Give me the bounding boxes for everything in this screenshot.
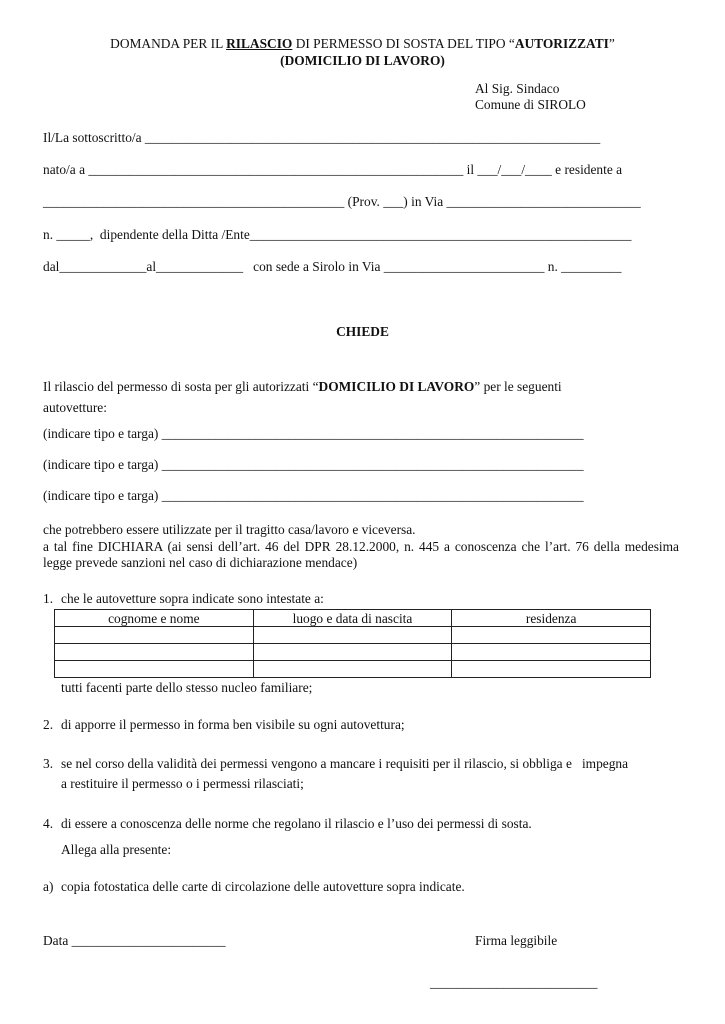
title-middle: DI PERMESSO DI SOSTA DEL TIPO “ [292, 36, 515, 51]
item-1-text: che le autovetture sopra indicate sono intestate a: [61, 591, 324, 606]
table-row [55, 644, 651, 661]
title-bold-word: AUTORIZZATI [514, 36, 609, 51]
table-header-cell: cognome e nome [55, 610, 254, 627]
applicant-residence-field[interactable]: _____________________________________________ (Prov. ___) in Via _____________________________ [43, 194, 641, 209]
title-suffix: ” [608, 36, 615, 51]
table-header-cell: residenza [452, 610, 651, 627]
request-intro-bold: DOMICILIO DI LAVORO [318, 379, 475, 394]
title-prefix: DOMANDA PER IL [110, 36, 227, 51]
table-header-row [55, 610, 651, 627]
item-3-text-line-1: se nel corso della validità dei permessi vengono a mancare i requisiti per il rilascio, si obbliga e impegna [61, 756, 629, 771]
item-2-text: di apporre il permesso in forma ben visibile su ogni autovettura; [61, 717, 405, 732]
table-cell[interactable] [452, 627, 651, 644]
request-intro-prefix: Il rilascio del permesso di sosta per gli autorizzati “ [43, 379, 319, 394]
document-subtitle: (DOMICILIO DI LAVORO) [280, 53, 445, 68]
request-heading: CHIEDE [336, 324, 389, 339]
table-cell[interactable] [55, 627, 254, 644]
applicant-period-field[interactable]: dal_____________al_____________ con sede a Sirolo in Via ________________________ n. _________ [43, 259, 622, 274]
date-field[interactable]: Data _______________________ [43, 933, 226, 948]
table-cell[interactable] [452, 661, 651, 678]
owners-table [54, 609, 651, 678]
table-cell[interactable] [253, 644, 452, 661]
item-3-number: 3. [43, 756, 54, 771]
table-header-cell: luogo e data di nascita [253, 610, 452, 627]
table-cell[interactable] [253, 661, 452, 678]
table-cell[interactable] [55, 661, 254, 678]
attachment-a-text: copia fotostatica delle carte di circolazione delle autovetture sopra indicate. [61, 879, 465, 894]
item-4-text: di essere a conoscenza delle norme che regolano il rilascio e l’uso dei permessi di sosta. [61, 816, 532, 831]
signature-label: Firma leggibile [475, 933, 558, 948]
item-4-number: 4. [43, 816, 54, 831]
item-3-text-line-2: a restituire il permesso o i permessi rilasciati; [61, 776, 304, 791]
attachment-a-label: a) [43, 879, 54, 894]
request-intro-suffix: ” per le seguenti [474, 379, 562, 394]
usage-statement: che potrebbero essere utilizzate per il tragitto casa/lavoro e viceversa. [43, 522, 416, 537]
document-title [0, 36, 725, 52]
request-intro [43, 379, 562, 395]
vehicle-field-1[interactable]: (indicare tipo e targa) _______________________________________________________________ [43, 426, 584, 441]
recipient-line-1: Al Sig. Sindaco [475, 81, 560, 96]
table-cell[interactable] [253, 627, 452, 644]
signature-line[interactable]: _________________________ [430, 975, 598, 990]
request-intro-line-2: autovetture: [43, 400, 107, 415]
applicant-name-field[interactable]: Il/La sottoscritto/a ____________________________________________________________________ [43, 130, 601, 145]
item-2-number: 2. [43, 717, 54, 732]
table-row [55, 627, 651, 644]
table-cell[interactable] [55, 644, 254, 661]
item-1-number: 1. [43, 591, 54, 606]
item-1-after-text: tutti facenti parte dello stesso nucleo familiare; [61, 680, 313, 695]
applicant-birth-field[interactable]: nato/a a ________________________________________________________ il ___/___/____ e residente a [43, 162, 623, 177]
attachments-intro: Allega alla presente: [61, 842, 172, 857]
table-row [55, 661, 651, 678]
vehicle-field-2[interactable]: (indicare tipo e targa) _______________________________________________________________ [43, 457, 584, 472]
title-underlined-word: RILASCIO [226, 36, 293, 51]
declaration-statement: a tal fine DICHIARA (ai sensi dell’art. 46 del DPR 28.12.2000, n. 445 a conoscenza che l’art. 76 della medesima legge prevede sanzioni nel caso di dichiarazione mendace) [43, 539, 679, 570]
vehicle-field-3[interactable]: (indicare tipo e targa) _______________________________________________________________ [43, 488, 584, 503]
table-cell[interactable] [452, 644, 651, 661]
recipient-line-2: Comune di SIROLO [475, 97, 586, 112]
applicant-employer-field[interactable]: n. _____, dipendente della Ditta /Ente_________________________________________________________ [43, 227, 632, 242]
